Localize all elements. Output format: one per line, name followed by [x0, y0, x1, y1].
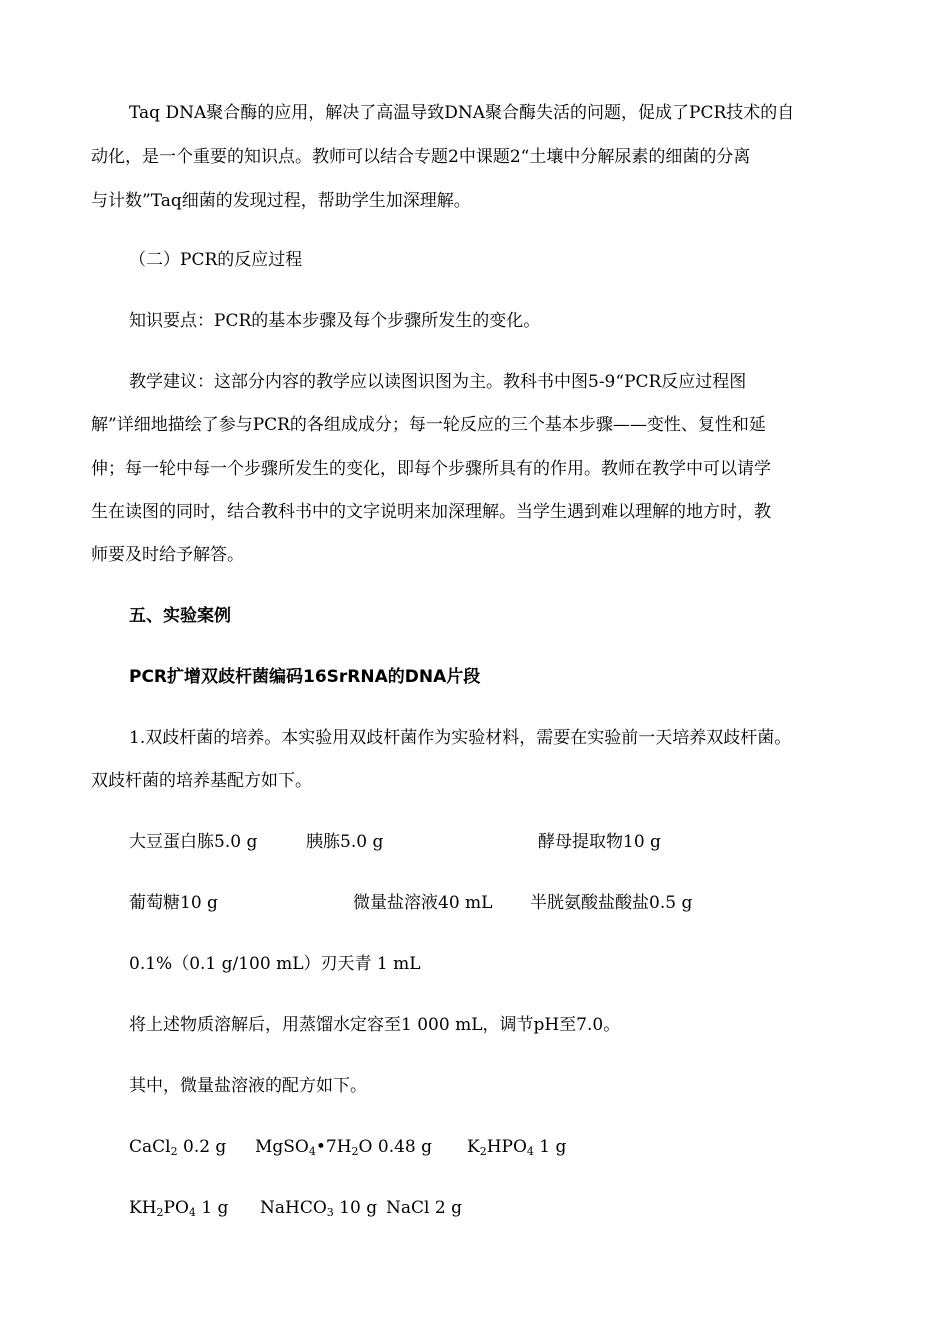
salt-nacl: NaCl 2 g: [386, 1198, 462, 1218]
knowledge-points: 知识要点：PCR的基本步骤及每个步骤所发生的变化。: [129, 311, 541, 331]
paragraph-line: 与计数”Taq细菌的发现过程，帮助学生加深理解。: [91, 191, 471, 211]
paragraph-line: 动化，是一个重要的知识点。教师可以结合专题2中课题2“土壤中分解尿素的细菌的分离: [91, 147, 751, 167]
paragraph-line: 教学建议：这部分内容的教学应以读图识图为主。教科书中图5-9“PCR反应过程图: [129, 372, 747, 392]
paragraph-line: 双歧杆菌的培养基配方如下。: [91, 771, 312, 791]
medium-item: 微量盐溶液40 mL: [353, 893, 493, 913]
paragraph-line: 将上述物质溶解后，用蒸馏水定容至1 000 mL，调节pH至7.0。: [129, 1015, 621, 1035]
salt-k2hpo4: $K_2HPO_4$ 1 g: [467, 1137, 567, 1158]
salt-kh2po4: $KH_2PO_4$ 1 g: [129, 1198, 229, 1219]
subsection-heading: （二）PCR的反应过程: [129, 250, 303, 270]
paragraph-line: 1.双歧杆菌的培养。本实验用双歧杆菌作为实验材料，需要在实验前一天培养双歧杆菌。: [129, 728, 792, 748]
medium-item: 胰胨5.0 g: [306, 832, 384, 852]
experiment-title: PCR扩增双歧杆菌编码16SrRNA的DNA片段: [129, 667, 481, 687]
medium-item: 酵母提取物10 g: [538, 832, 661, 852]
salt-nahco3: NaHCO$_3$ 10 g: [260, 1198, 378, 1219]
paragraph-line: 其中，微量盐溶液的配方如下。: [129, 1076, 367, 1096]
medium-item: 半胱氨酸盐酸盐0.5 g: [530, 893, 693, 913]
section-heading: 五、实验案例: [129, 606, 231, 626]
medium-item: 葡萄糖10 g: [129, 893, 218, 913]
paragraph-line: Taq DNA聚合酶的应用，解决了高温导致DNA聚合酶失活的问题，促成了PCR技术的自: [129, 103, 795, 123]
paragraph-line: 伸；每一轮中每一个步骤所发生的变化，即每个步骤所具有的作用。教师在教学中可以请学: [91, 459, 771, 479]
medium-item: 0.1%（0.1 g/100 mL）刃天青 1 mL: [129, 954, 421, 974]
salt-mgso4: $MgSO_4•7H_2O$ 0.48 g: [255, 1137, 433, 1158]
paragraph-line: 师要及时给予解答。: [91, 545, 244, 565]
salt-cacl2: CaCl$_2$ 0.2 g: [129, 1137, 227, 1158]
paragraph-line: 解”详细地描绘了参与PCR的各组成成分；每一轮反应的三个基本步骤——变性、复性和延: [91, 415, 766, 435]
medium-item: 大豆蛋白胨5.0 g: [129, 832, 258, 852]
paragraph-line: 生在读图的同时，结合教科书中的文字说明来加深理解。当学生遇到难以理解的地方时，教: [91, 502, 771, 522]
